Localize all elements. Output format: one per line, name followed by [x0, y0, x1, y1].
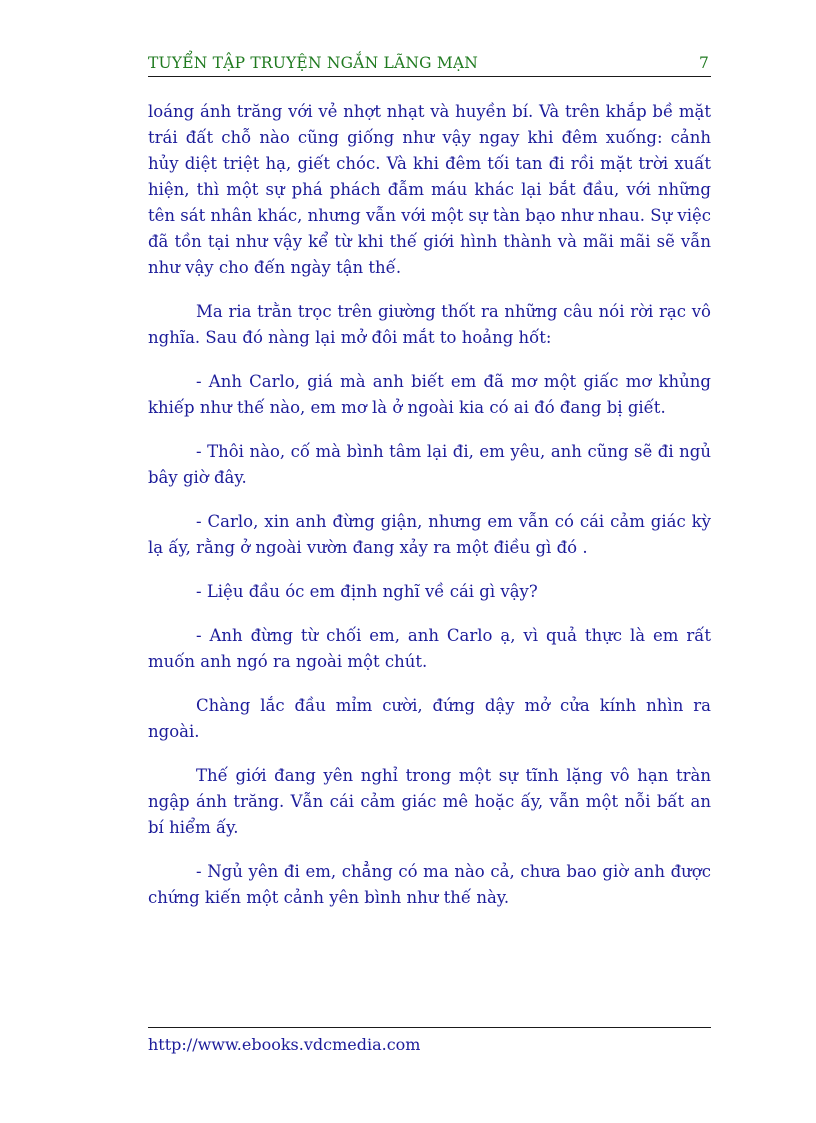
paragraph: loáng ánh trăng với vẻ nhợt nhạt và huyền bí. Và trên khắp bề mặt trái đất chỗ nào cũng giống như vậy ngay khi đêm xuống: cảnh hủy diệt triệt hạ, giết chóc. Và khi đêm tối tan đi rồi mặt trời xuất hiện, thì một sự phá phách đẫm máu khác lại bắt đầu, với những tên sát nhân khác, nhưng vẫn với một sự tàn bạo như nhau. Sự việc đã tồn tại như vậy kể từ khi thế giới hình thành và mãi mãi sẽ vẫn như vậy cho đến ngày tận thế.: [148, 102, 711, 277]
book-title: TUYỂN TẬP TRUYỆN NGẮN LÃNG MẠN: [148, 54, 479, 72]
paragraph: Ma ria trằn trọc trên giường thốt ra những câu nói rời rạc vô nghĩa. Sau đó nàng lại mở đôi mắt to hoảng hốt:: [148, 302, 711, 347]
page-number: 7: [698, 54, 709, 72]
paragraph: Chàng lắc đầu mỉm cười, đứng dậy mở cửa kính nhìn ra ngoài.: [148, 696, 711, 741]
page-body: [148, 99, 711, 929]
dialogue-line: - Ngủ yên đi em, chẳng có ma nào cả, chưa bao giờ anh được chứng kiến một cảnh yên bình như thế này.: [148, 862, 711, 907]
dialogue-line: - Thôi nào, cố mà bình tâm lại đi, em yêu, anh cũng sẽ đi ngủ bây giờ đây.: [148, 442, 711, 487]
paragraph: Thế giới đang yên nghỉ trong một sự tĩnh lặng vô hạn tràn ngập ánh trăng. Vẫn cái cảm giác mê hoặc ấy, vẫn một nỗi bất an bí hiểm ấy.: [148, 766, 711, 837]
dialogue-line: - Anh đừng từ chối em, anh Carlo ạ, vì quả thực là em rất muốn anh ngó ra ngoài một chút.: [148, 626, 711, 671]
page-header: [148, 52, 711, 77]
dialogue-line: - Carlo, xin anh đừng giận, nhưng em vẫn có cái cảm giác kỳ lạ ấy, rằng ở ngoài vườn đang xảy ra một điều gì đó .: [148, 512, 711, 557]
footer-url-link[interactable]: http://www.ebooks.vdcmedia.com: [148, 1035, 421, 1054]
footer-divider: [148, 1027, 711, 1028]
dialogue-line: - Liệu đầu óc em định nghĩ về cái gì vậy?: [196, 582, 538, 601]
dialogue-line: - Anh Carlo, giá mà anh biết em đã mơ một giấc mơ khủng khiếp như thế nào, em mơ là ở ngoài kia có ai đó đang bị giết.: [148, 372, 711, 417]
